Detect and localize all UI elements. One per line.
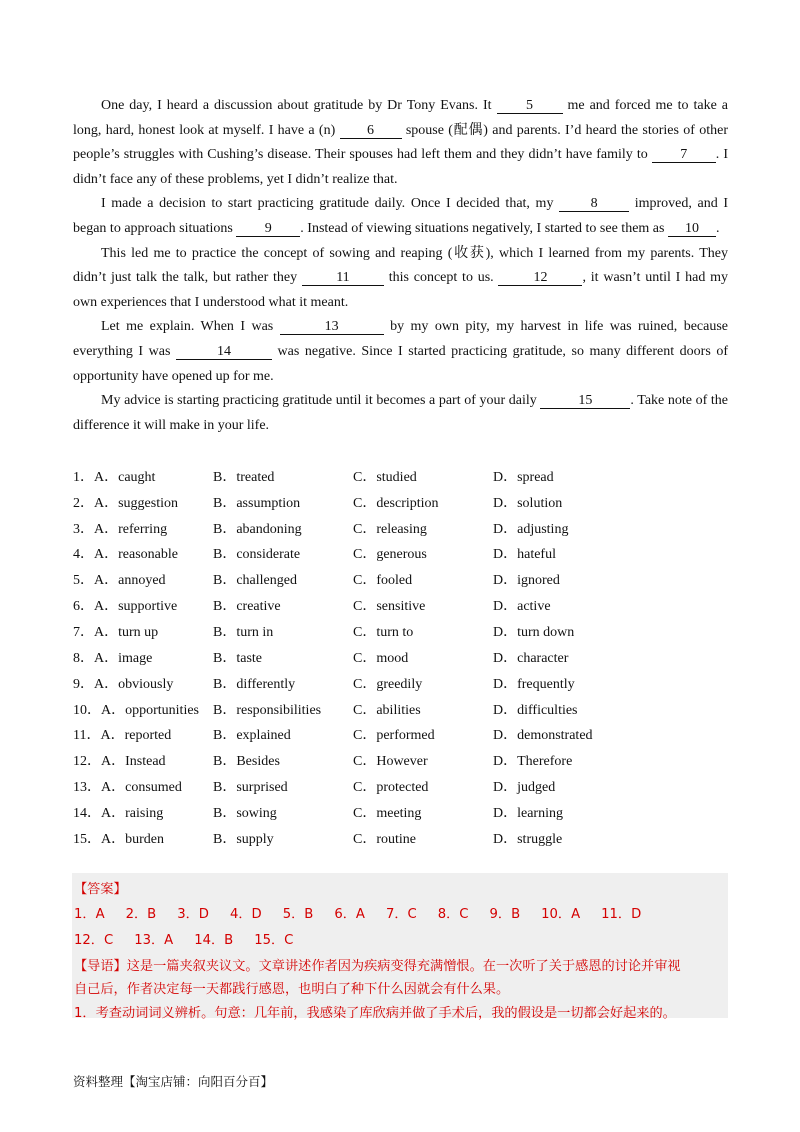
option-d: D．hateful xyxy=(493,547,556,563)
paragraph-1 xyxy=(73,94,728,192)
answer-item: 1．A xyxy=(74,907,105,922)
option-row xyxy=(73,825,728,851)
paragraph-2 xyxy=(73,192,728,241)
option-b: B．Besides xyxy=(213,754,280,770)
option-row xyxy=(73,644,728,670)
option-b: B．explained xyxy=(213,728,291,744)
text: . I didn’t face any of these problems, yet I didn’t realize that. xyxy=(73,147,728,187)
option-d: D．turn down xyxy=(493,624,575,640)
option-b: B．supply xyxy=(213,831,274,847)
blank-14: 14 xyxy=(176,344,272,360)
option-c: C．turn to xyxy=(353,624,414,640)
option-d: D．demonstrated xyxy=(493,728,593,744)
answer-heading: 【答案】 xyxy=(74,882,127,897)
answer-item: 11．D xyxy=(601,907,642,922)
text: . Instead of viewing situations negatively, I started to see them as xyxy=(300,220,668,236)
option-c: C．routine xyxy=(353,831,416,847)
option-b: B．considerate xyxy=(213,547,301,563)
option-a: 11．A．reported xyxy=(73,728,172,744)
option-a: 1．A．caught xyxy=(73,469,156,485)
answer-item: 5．B xyxy=(282,907,314,922)
option-b: B．challenged xyxy=(213,573,297,589)
option-d: D．active xyxy=(493,599,551,615)
answer-item: 3．D xyxy=(177,907,209,922)
option-d: D．learning xyxy=(493,805,563,821)
answer-item: 14．B xyxy=(194,933,234,948)
blank-9: 9 xyxy=(236,221,300,237)
option-d: D．adjusting xyxy=(493,521,569,537)
option-row xyxy=(73,721,728,747)
option-a: 5．A．annoyed xyxy=(73,573,166,589)
option-row xyxy=(73,463,728,489)
blank-12: 12 xyxy=(498,270,582,286)
option-c: C．protected xyxy=(353,780,429,796)
option-c: C．However xyxy=(353,754,428,770)
text: spouse (配偶) and parents. I’d heard the stories of other people’s struggles with Cushing’s disease. Their spouses had left them and they didn’t have family to xyxy=(73,122,728,163)
blank-13: 13 xyxy=(280,319,384,335)
option-d: D．difficulties xyxy=(493,702,578,718)
blank-11: 11 xyxy=(302,270,384,286)
answer-row-2 xyxy=(74,929,314,948)
option-c: C．fooled xyxy=(353,573,413,589)
option-d: D．judged xyxy=(493,780,556,796)
option-d: D．ignored xyxy=(493,573,560,589)
option-c: C．studied xyxy=(353,469,417,485)
option-a: 8．A．image xyxy=(73,650,153,666)
blank-7: 7 xyxy=(652,147,716,163)
option-row xyxy=(73,799,728,825)
option-a: 14．A．raising xyxy=(73,805,164,821)
text: Let me explain. When I was xyxy=(101,319,280,335)
blank-5: 5 xyxy=(497,98,563,114)
text: . xyxy=(715,220,720,236)
option-c: C．releasing xyxy=(353,521,427,537)
footer-source: 资料整理【淘宝店铺：向阳百分百】 xyxy=(73,1074,274,1089)
option-c: C．description xyxy=(353,495,439,511)
option-a: 3．A．referring xyxy=(73,521,168,537)
answer-item: 6．A xyxy=(334,907,365,922)
option-row xyxy=(73,592,728,618)
text: . Take note of the difference it will make in your life. xyxy=(73,393,728,433)
options-list xyxy=(73,463,728,851)
text: One day, I heard a discussion about gratitude by Dr Tony Evans. It xyxy=(101,98,497,113)
option-a: 10．A．opportunities xyxy=(73,702,199,718)
option-a: 6．A．supportive xyxy=(73,599,178,615)
answer-item: 4．D xyxy=(229,907,262,922)
blank-6: 6 xyxy=(340,123,402,139)
option-a: 4．A．reasonable xyxy=(73,547,178,563)
option-c: C．greedily xyxy=(353,676,423,692)
option-d: D．spread xyxy=(493,469,554,485)
option-c: C．sensitive xyxy=(353,599,426,615)
answer-item: 12．C xyxy=(74,933,114,948)
option-b: B．taste xyxy=(213,650,262,666)
text: My advice is starting practicing gratitude until it becomes a part of your daily xyxy=(101,393,541,409)
option-b: B．treated xyxy=(213,469,275,485)
text: I made a decision to start practicing gratitude daily. Once I decided that, my xyxy=(101,196,560,212)
blank-8: 8 xyxy=(559,196,629,212)
option-row xyxy=(73,773,728,799)
option-row xyxy=(73,747,728,773)
option-b: B．sowing xyxy=(213,805,277,821)
text: improved, and I began to approach situations xyxy=(73,196,728,236)
guide-line-1: 【导语】这是一篇夹叙夹议文。文章讲述作者因为疾病变得充满憎恨。在一次听了关于感恩的讨论并审视 xyxy=(74,959,681,974)
option-a: 15．A．burden xyxy=(73,831,164,847)
option-d: D．character xyxy=(493,650,569,666)
text: me and forced me to take a long, hard, honest look at myself. I have a (n) xyxy=(73,98,729,138)
option-b: B．differently xyxy=(213,676,296,692)
text: this concept to us. xyxy=(383,270,499,286)
blank-10: 10 xyxy=(668,221,716,237)
explanation-1: 1．考查动词词义辨析。句意：几年前，我感染了库欣病并做了手术后，我的假设是一切都会好起来的。 xyxy=(74,1006,676,1021)
option-row xyxy=(73,515,728,541)
option-row xyxy=(73,489,728,515)
option-row xyxy=(73,618,728,644)
option-a: 7．A．turn up xyxy=(73,624,159,640)
option-row xyxy=(73,566,728,592)
text: , it wasn’t until I had my own experiences that I understood what it meant. xyxy=(73,270,728,310)
answer-section xyxy=(72,873,728,1021)
answer-item: 8．C xyxy=(437,907,469,922)
option-b: B．surprised xyxy=(213,780,288,796)
option-b: B．assumption xyxy=(213,495,301,511)
paragraph-4 xyxy=(73,315,728,389)
text: was negative. Since I started practicing gratitude, so many different doors of opportunity have opened up for me. xyxy=(73,343,728,384)
option-a: 12．A．Instead xyxy=(73,754,166,770)
option-d: D．Therefore xyxy=(493,754,573,770)
option-b: B．turn in xyxy=(213,624,274,640)
option-row xyxy=(73,696,728,722)
option-d: D．struggle xyxy=(493,831,563,847)
option-c: C．generous xyxy=(353,547,427,563)
option-c: C．abilities xyxy=(353,702,421,718)
option-row xyxy=(73,670,728,696)
option-d: D．solution xyxy=(493,495,563,511)
option-a: 2．A．suggestion xyxy=(73,495,178,511)
answer-item: 15．C xyxy=(254,933,294,948)
option-c: C．mood xyxy=(353,650,409,666)
option-b: B．creative xyxy=(213,599,281,615)
answer-item: 7．C xyxy=(385,907,417,922)
guide-line-2: 自己后，作者决定每一天都践行感恩，也明白了种下什么因就会有什么果。 xyxy=(74,982,510,997)
text: by my own pity, my harvest in life was ruined, because everything I was xyxy=(73,319,728,359)
option-c: C．meeting xyxy=(353,805,422,821)
paragraph-5 xyxy=(73,389,728,438)
answer-item: 13．A xyxy=(134,933,174,948)
passage xyxy=(73,94,728,438)
option-b: B．abandoning xyxy=(213,521,302,537)
answer-item: 9．B xyxy=(489,907,521,922)
blank-15: 15 xyxy=(540,393,630,409)
answer-row-1 xyxy=(74,903,662,922)
option-a: 9．A．obviously xyxy=(73,676,174,692)
text: This led me to practice the concept of sowing and reaping (收获), which I learned from my parents. They didn’t just talk the talk, but rather they xyxy=(73,245,728,286)
answer-item: 2．B xyxy=(125,907,157,922)
option-a: 13．A．consumed xyxy=(73,780,182,796)
paragraph-3 xyxy=(73,242,728,316)
option-b: B．responsibilities xyxy=(213,702,322,718)
answer-item: 10．A xyxy=(541,907,581,922)
option-d: D．frequently xyxy=(493,676,575,692)
option-c: C．performed xyxy=(353,728,435,744)
option-row xyxy=(73,541,728,567)
